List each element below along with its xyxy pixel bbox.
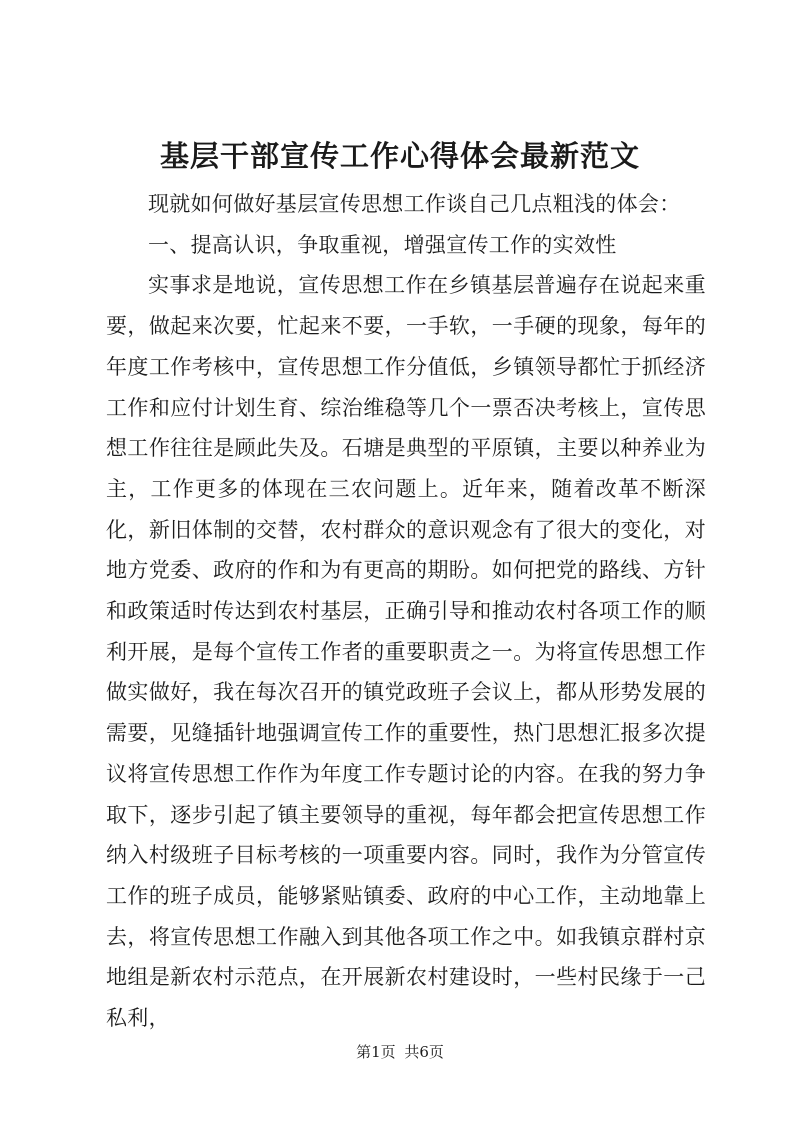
section-heading: 一、提高认识，争取重视，增强宣传工作的实效性 (148, 232, 617, 257)
page-number: 第1页 (356, 1043, 396, 1061)
body-paragraph: 实事求是地说，宣传思想工作在乡镇基层普遍存在说起来重要，做起来次要，忙起来不要，一手软，一手硬的现象，每年的年度工作考核中，宣传思想工作分值低，乡镇领导都忙于抓经济工作和应付计划生育、综治维稳等几个一票否决考核上，宣传思想工作往往是顾此失及。石塘是典型的平原镇，主要以种养业为主，工作更多的体现在三农问题上。近年来，随着改革不断深化，新旧体制的交替，农村群众的意识观念有了很大的变化，对地方党委、政府的作和为有更高的期盼。如何把党的路线、方针和政策适时传达到农村基层，正确引导和推动农村各项工作的顺利开展，是每个宣传工作者的重要职责之一。为将宣传思想工作做实做好，我在每次召开的镇党政班子会议上，都从形势发展的需要，见缝插针地强调宣传工作的重要性，热门思想汇报多次提议将宣传思想工作作为年度工作专题讨论的内容。在我的努力争取下，逐步引起了镇主要领导的重视，每年都会把宣传思想工作纳入村级班子目标考核的一项重要内容。同时，我作为分管宣传工作的班子成员，能够紧贴镇委、政府的中心工作，主动地靠上去，将宣传思想工作融入到其他各项工作之中。如我镇京群村京地组是新农村示范点，在开展新农村建设时，一些村民缘于一己私利， (106, 273, 706, 1031)
page-footer (0, 1042, 800, 1062)
page-total: 共6页 (404, 1043, 444, 1061)
document-body (106, 184, 706, 1039)
document-title: 基层干部宣传工作心得体会最新范文 (159, 139, 640, 173)
intro-paragraph: 现就如何做好基层宣传思想工作谈自己几点粗浅的体会： (148, 192, 681, 216)
